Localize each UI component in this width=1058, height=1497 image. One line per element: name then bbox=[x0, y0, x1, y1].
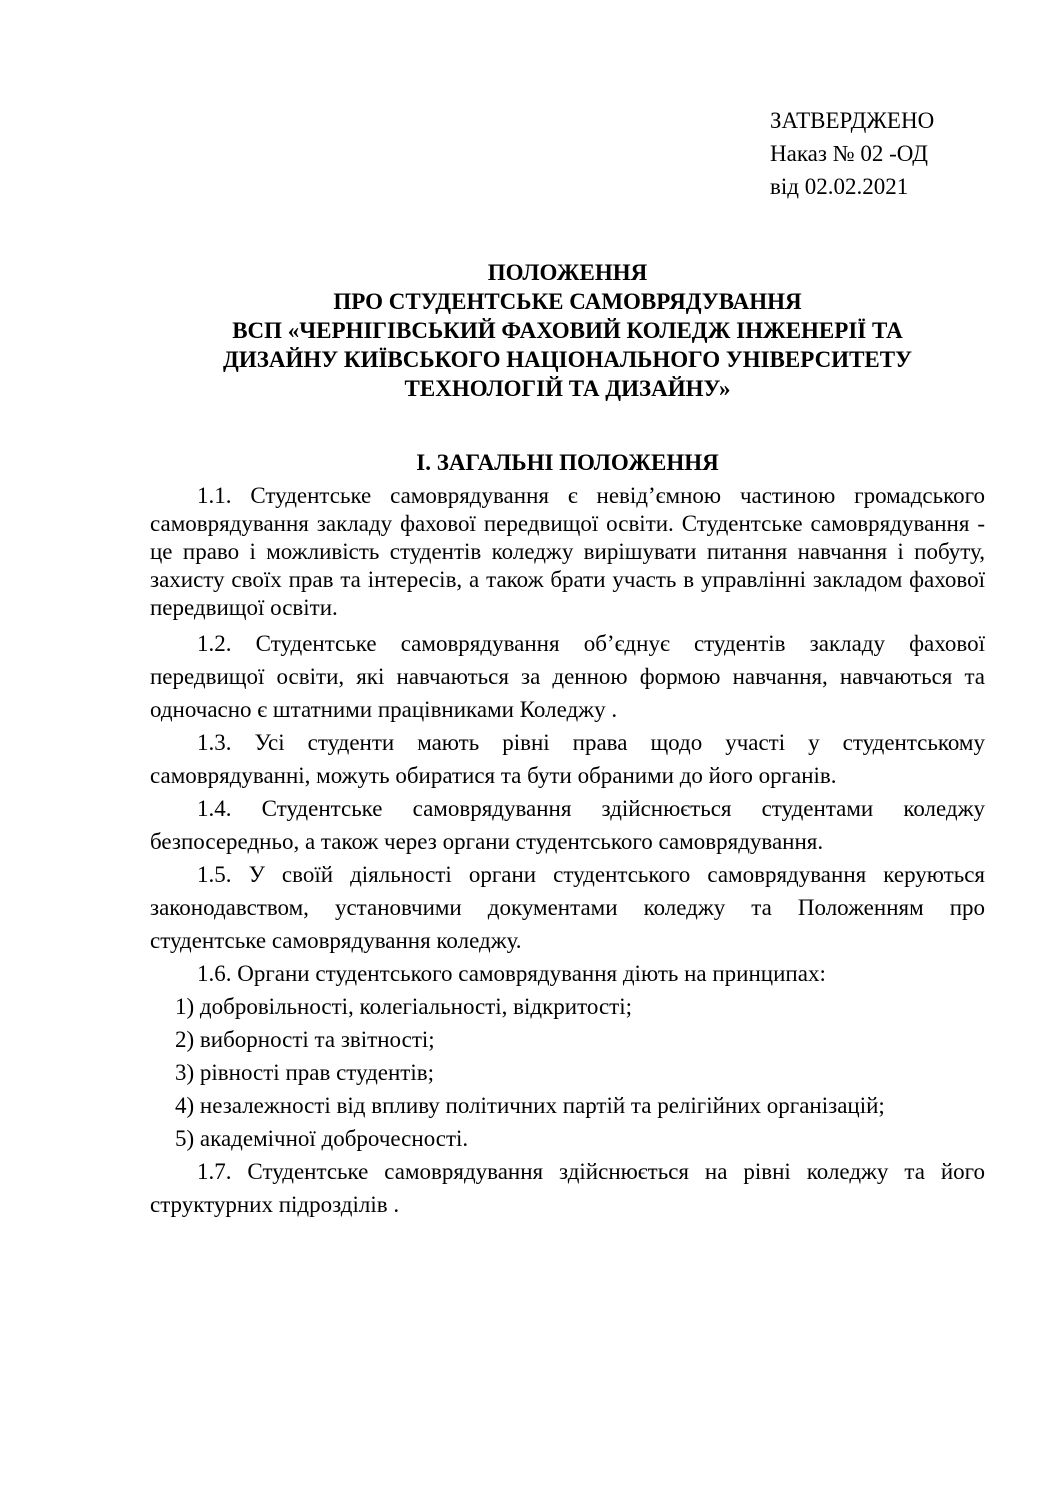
paragraph-1-6: 1.6. Органи студентського самоврядування діють на принципах: bbox=[197, 961, 826, 986]
principles-list bbox=[150, 990, 985, 1155]
title-line: ВСП «ЧЕРНІГІВСЬКИЙ ФАХОВИЙ КОЛЕДЖ ІНЖЕНЕРІЇ ТА bbox=[232, 318, 903, 343]
paragraph-1-7: 1.7. Студентське самоврядування здійснюється на рівні коледжу та його структурних підрозділів . bbox=[150, 1159, 985, 1217]
list-item: 5) академічної доброчесності. bbox=[175, 1126, 469, 1151]
list-item: 2) виборності та звітності; bbox=[175, 1027, 435, 1052]
section-heading: І. ЗАГАЛЬНІ ПОЛОЖЕННЯ bbox=[416, 450, 719, 475]
list-item: 1) добровільності, колегіальності, відкритості; bbox=[175, 994, 632, 1019]
list-item: 4) незалежності від впливу політичних партій та релігійних організацій; bbox=[175, 1093, 885, 1118]
list-item: 3) рівності прав студентів; bbox=[175, 1060, 434, 1085]
title-line: ТЕХНОЛОГІЙ ТА ДИЗАЙНУ» bbox=[404, 376, 731, 401]
paragraph-1-2: 1.2. Студентське самоврядування об’єднує студентів закладу фахової передвищої освіти, які навчаються за денною формою навчання, навчаються та одночасно є штатними працівниками Коледжу . bbox=[150, 631, 985, 722]
approval-line-approved: ЗАТВЕРДЖЕНО bbox=[770, 108, 935, 133]
paragraph-1-5: 1.5. У своїй діяльності органи студентського самоврядування керуються законодавством, установчими документами коледжу та Положенням про студентське самоврядування коледжу. bbox=[150, 862, 985, 953]
paragraph-1-3: 1.3. Усі студенти мають рівні права щодо участі у студентському самоврядуванні, можуть обиратися та бути обраними до його органів. bbox=[150, 730, 985, 788]
approval-line-order-number: Наказ № 02 -ОД bbox=[770, 141, 928, 166]
title-line: ДИЗАЙНУ КИЇВСЬКОГО НАЦІОНАЛЬНОГО УНІВЕРСИТЕТУ bbox=[223, 347, 912, 372]
title-line: ПОЛОЖЕННЯ bbox=[487, 260, 648, 285]
approval-line-date: від 02.02.2021 bbox=[770, 174, 909, 199]
title-line: ПРО СТУДЕНТСЬКЕ САМОВРЯДУВАННЯ bbox=[333, 289, 802, 314]
document-title bbox=[150, 258, 985, 403]
approval-block bbox=[770, 104, 934, 203]
paragraph-1-4: 1.4. Студентське самоврядування здійснюється студентами коледжу безпосередньо, а також через органи студентського самоврядування. bbox=[150, 796, 985, 854]
paragraph-1-1: 1.1. Студентське самоврядування є невід’ємною частиною громадського самоврядування закладу фахової передвищої освіти. Студентське самоврядування - це право і можливість студентів коледжу вирішувати питання навчання і побуту, захисту своїх прав та інтересів, а також брати участь в управлінні закладом фахової передвищої освіти. bbox=[150, 483, 985, 620]
document-body bbox=[150, 448, 985, 1221]
